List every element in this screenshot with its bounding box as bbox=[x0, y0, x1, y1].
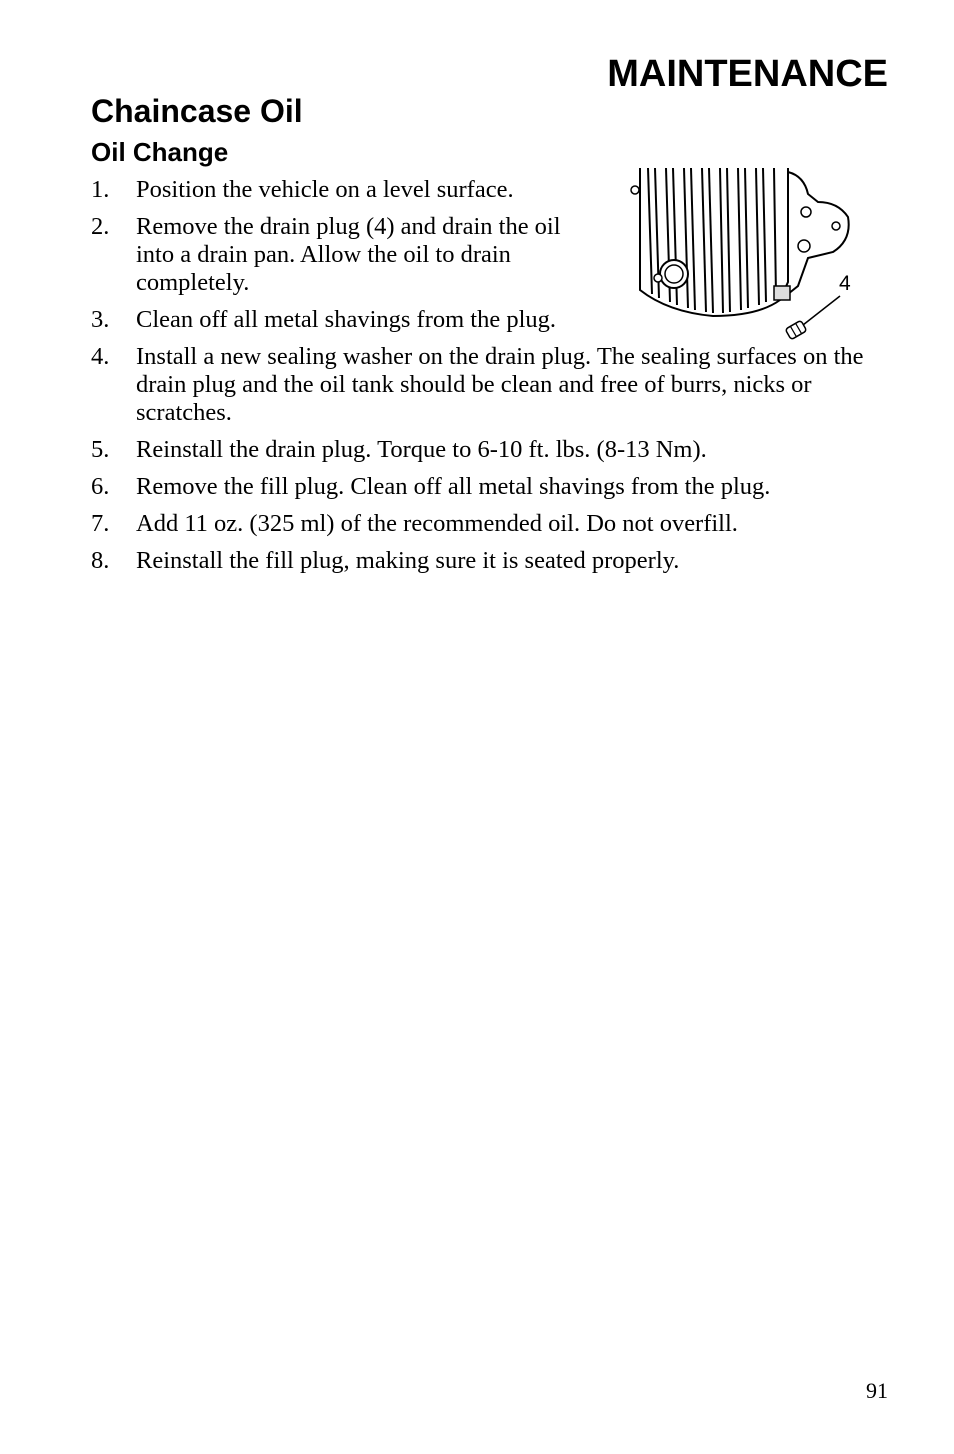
page-subtitle: Oil Change bbox=[91, 137, 229, 167]
list-item bbox=[91, 176, 881, 204]
step-text: Reinstall the drain plug. Torque to 6-10 ft. lbs. (8-13 Nm). bbox=[136, 436, 707, 463]
step-number: 4. bbox=[91, 343, 110, 370]
step-number: 1. bbox=[91, 176, 110, 203]
step-text: Remove the drain plug (4) and drain the oil into a drain pan. Allow the oil to drain completely. bbox=[136, 213, 561, 296]
step-number: 5. bbox=[91, 436, 110, 463]
step-number: 7. bbox=[91, 510, 110, 537]
page-title: Chaincase Oil bbox=[91, 93, 303, 129]
list-item bbox=[91, 306, 881, 334]
step-text: Install a new sealing washer on the drain plug. The sealing surfaces on the drain plug and the oil tank should be clean and free of burrs, nicks or scratches. bbox=[136, 343, 864, 426]
step-text: Remove the fill plug. Clean off all metal shavings from the plug. bbox=[136, 473, 771, 500]
list-item bbox=[91, 436, 881, 464]
step-text: Position the vehicle on a level surface. bbox=[136, 176, 514, 203]
list-item bbox=[91, 510, 881, 538]
step-text: Reinstall the fill plug, making sure it is seated properly. bbox=[136, 547, 680, 574]
step-number: 8. bbox=[91, 547, 110, 574]
list-item bbox=[91, 473, 881, 501]
steps-list bbox=[91, 176, 881, 584]
list-item bbox=[91, 213, 881, 297]
step-text: Clean off all metal shavings from the plug. bbox=[136, 306, 557, 333]
callout-label: 4 bbox=[839, 272, 851, 295]
list-item bbox=[91, 547, 881, 575]
step-number: 2. bbox=[91, 213, 110, 240]
step-number: 6. bbox=[91, 473, 110, 500]
page-number: 91 bbox=[866, 1378, 888, 1403]
step-text: Add 11 oz. (325 ml) of the recommended oil. Do not overfill. bbox=[136, 510, 738, 537]
section-header: MAINTENANCE bbox=[607, 53, 888, 95]
step-number: 3. bbox=[91, 306, 110, 333]
list-item bbox=[91, 343, 881, 427]
